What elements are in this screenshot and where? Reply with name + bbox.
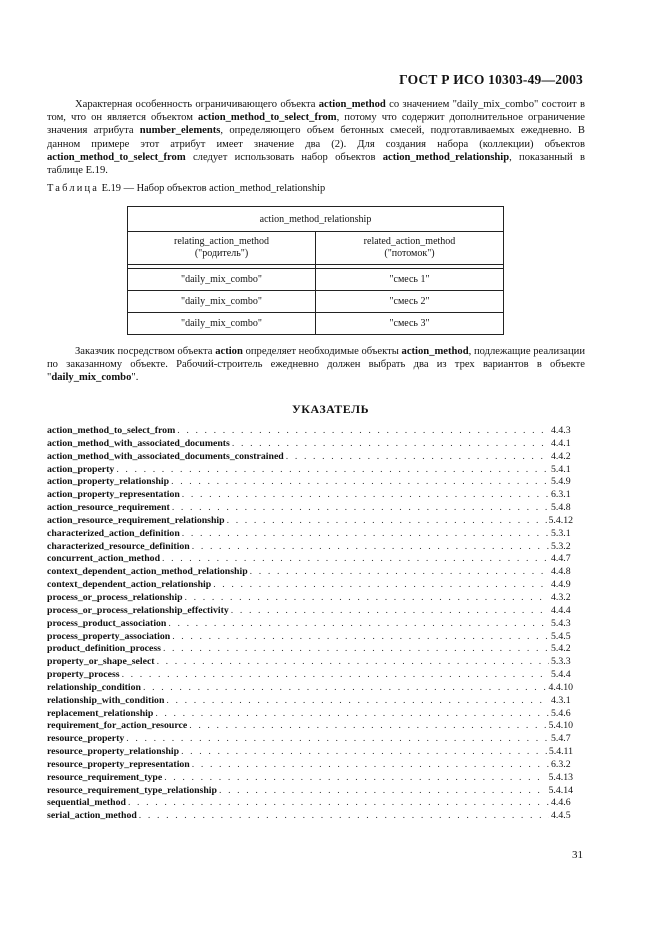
index-term: action_method_with_associated_documents — [47, 437, 230, 449]
entity-name: action_method — [318, 99, 386, 110]
relationship-table — [127, 206, 504, 335]
index-section-ref: 4.4.6 — [551, 797, 571, 809]
index-entry — [47, 605, 573, 618]
dot-leader — [162, 553, 549, 566]
col2-header-role: ("потомок") — [384, 248, 435, 259]
index-section-ref: 5.4.13 — [548, 771, 573, 783]
index-entry — [47, 785, 573, 798]
entity-name: action_method_to_select_from — [197, 112, 337, 124]
index-entry — [47, 618, 573, 631]
dot-leader — [185, 592, 549, 605]
dot-leader — [163, 643, 549, 656]
index-entry — [47, 656, 573, 669]
paragraph-1-text — [47, 98, 585, 177]
index-entry — [47, 592, 573, 605]
index-section-ref: 5.4.8 — [551, 502, 571, 514]
dot-leader — [155, 708, 549, 721]
dot-leader — [171, 476, 549, 489]
dot-leader — [166, 695, 549, 708]
index-term: property_or_shape_select — [47, 656, 155, 668]
index-term: sequential_method — [47, 797, 126, 809]
col2-header-name: related_action_method — [363, 236, 456, 247]
index-section-ref: 4.4.2 — [551, 450, 571, 462]
index-term: process_or_process_relationship_effectivity — [47, 604, 229, 616]
page-number: 31 — [572, 849, 583, 861]
index-term: process_product_association — [47, 617, 167, 629]
index-term: product_definition_process — [47, 643, 161, 655]
dot-leader — [192, 759, 549, 772]
index-section-ref: 4.3.1 — [551, 694, 571, 706]
index-entry — [47, 759, 573, 772]
index-entry — [47, 566, 573, 579]
paragraph-run: , показанный в таблице Е.19. — [47, 151, 585, 177]
index-entry — [47, 579, 573, 592]
paragraph-run: Характерная особенность ограничивающего объекта — [75, 99, 319, 110]
dot-leader — [182, 528, 549, 541]
col1-header-role: ("родитель") — [194, 248, 249, 259]
index-entry — [47, 797, 573, 810]
table-cell-relating: "daily_mix_combo" — [128, 313, 316, 335]
dot-leader — [181, 746, 547, 759]
index-entry — [47, 489, 573, 502]
index-entry — [47, 682, 573, 695]
index-section-ref: 4.3.2 — [551, 591, 571, 603]
index-entry — [47, 515, 573, 528]
index-section-ref: 6.3.1 — [551, 489, 571, 501]
dot-leader — [116, 464, 549, 477]
index-term: serial_action_method — [47, 810, 137, 822]
dot-leader — [128, 797, 549, 810]
index-entry — [47, 810, 573, 823]
index-term: resource_requirement_type — [47, 771, 163, 783]
index-section-ref: 4.4.8 — [551, 566, 571, 578]
paragraph-2 — [47, 345, 585, 385]
dot-leader — [231, 605, 549, 618]
index-term: action_method_to_select_from — [47, 425, 176, 436]
index-entry — [47, 476, 573, 489]
entity-name: daily_mix_combo — [51, 372, 132, 384]
index-term: resource_property_relationship — [47, 746, 180, 758]
index-section-ref: 5.4.9 — [551, 476, 571, 488]
table-caption-prefix: Таблица — [47, 183, 100, 194]
dot-leader — [172, 502, 549, 515]
index-section-ref: 5.4.3 — [551, 617, 571, 629]
dot-leader — [250, 566, 549, 579]
dot-leader — [143, 682, 547, 695]
index-section-ref: 5.4.1 — [551, 463, 571, 475]
dot-leader — [164, 772, 546, 785]
index-entry — [47, 720, 573, 733]
dot-leader — [122, 669, 549, 682]
dot-leader — [192, 541, 549, 554]
index-entry — [47, 643, 573, 656]
dot-leader — [189, 720, 546, 733]
index-term: characterized_resource_definition — [47, 540, 190, 552]
index-term: context_dependent_action_relationship — [47, 579, 212, 591]
dot-leader — [168, 618, 549, 631]
index-term: process_property_association — [47, 630, 171, 642]
index-section-ref: 5.4.10 — [548, 720, 573, 732]
paragraph-run: , определяющего объем бетонных смесей, подготавливаемых ежедневно. В данном примере этот атрибут имеет значение два (2). Для создания набора (коллекции) объектов — [47, 125, 585, 150]
dot-leader — [139, 810, 549, 823]
index-entry — [47, 733, 573, 746]
paragraph-1 — [47, 98, 585, 177]
table-caption-text: Е.19 — Набор объектов action_method_relationship — [99, 183, 326, 194]
paragraph-run: определяет необходимые объекты — [242, 346, 402, 357]
index-term: resource_property_representation — [47, 758, 190, 770]
index-section-ref: 5.4.2 — [551, 643, 571, 655]
index-term: requirement_for_action_resource — [47, 720, 188, 732]
index-entry — [47, 631, 573, 644]
index-section-ref: 5.4.11 — [548, 746, 573, 758]
dot-leader — [182, 489, 549, 502]
index-term: resource_requirement_type_relationship — [47, 784, 217, 796]
index-section-ref: 4.4.10 — [548, 681, 573, 693]
index-entry — [47, 541, 573, 554]
dot-leader — [286, 451, 549, 464]
paragraph-2-text — [47, 345, 585, 385]
index-entry — [47, 553, 573, 566]
index-term: action_resource_requirement — [47, 502, 170, 514]
table-cell-related: "смесь 2" — [316, 291, 504, 313]
index-section-ref: 4.4.3 — [551, 425, 571, 436]
index-entry — [47, 438, 573, 451]
index-term: replacement_relationship — [47, 707, 154, 719]
table-row — [128, 269, 504, 291]
index-section-ref: 4.4.5 — [551, 810, 571, 822]
index-term: resource_property — [47, 733, 125, 745]
paragraph-run: следует использовать набор объектов — [185, 151, 383, 163]
index-entry — [47, 695, 573, 708]
index-section-ref: 5.4.12 — [548, 514, 573, 526]
dot-leader — [232, 438, 549, 451]
table-cell-relating: "daily_mix_combo" — [128, 291, 316, 313]
paragraph-run: Заказчик посредством объекта — [75, 346, 216, 357]
index-section-ref: 5.4.14 — [548, 784, 573, 796]
index-entry — [47, 772, 573, 785]
entity-name: action — [215, 346, 243, 357]
index-term: context_dependent_action_method_relationship — [47, 566, 248, 578]
index-term: process_or_process_relationship — [47, 591, 183, 603]
table-cell-related: "смесь 3" — [316, 313, 504, 335]
index-entry — [47, 425, 573, 438]
paragraph-run: , потому что содержит дополнительное ограничение значения атрибута — [47, 112, 585, 137]
index-section-ref: 5.3.3 — [551, 656, 571, 668]
entity-name: number_elements — [139, 125, 221, 137]
index-entry — [47, 451, 573, 464]
document-header: ГОСТ Р ИСО 10303-49—2003 — [399, 72, 583, 87]
index-section-ref: 5.4.4 — [551, 669, 571, 681]
index-term: property_process — [47, 669, 120, 681]
paragraph-run: ". — [131, 372, 139, 384]
index-entry — [47, 464, 573, 477]
table-caption — [47, 183, 325, 194]
dot-leader — [172, 631, 549, 644]
col1-header-name: relating_action_method — [174, 236, 269, 247]
index-term: characterized_action_definition — [47, 527, 180, 539]
table-title-cell: action_method_relationship — [128, 207, 504, 232]
dot-leader — [219, 785, 547, 798]
index-section-ref: 4.4.7 — [551, 553, 571, 565]
table-row — [128, 291, 504, 313]
index-entry — [47, 708, 573, 721]
index-section-ref: 5.4.7 — [551, 733, 571, 745]
table-cell-related: "смесь 1" — [316, 269, 504, 291]
index-term: action_property_representation — [47, 489, 180, 501]
index-term: concurrent_action_method — [47, 553, 161, 565]
dot-leader — [177, 425, 549, 438]
index-entry — [47, 669, 573, 682]
index-entry — [47, 528, 573, 541]
index-entry — [47, 502, 573, 515]
index-section-ref: 5.4.5 — [551, 630, 571, 642]
index-section-ref: 4.4.9 — [551, 579, 571, 591]
index-term: relationship_with_condition — [47, 694, 165, 706]
index-term: action_property_relationship — [47, 476, 170, 488]
index-section-ref: 5.4.6 — [551, 707, 571, 719]
table-cell-relating: "daily_mix_combo" — [128, 269, 316, 291]
paragraph-run: , подлежащие реализации по заказанному объекте. Рабочий-строитель ежедневно должен выбрать два из трех вариантов в объекте " — [47, 346, 586, 384]
dot-leader — [227, 515, 547, 528]
entity-name: action_method — [401, 346, 469, 357]
index-section-ref: 6.3.2 — [551, 758, 571, 770]
index-term: action_resource_requirement_relationship — [47, 514, 225, 526]
table-col2-header — [316, 232, 504, 265]
index-list — [47, 425, 573, 823]
index-section-ref: 4.4.1 — [551, 437, 571, 449]
dot-leader — [213, 579, 549, 592]
index-title: УКАЗАТЕЛЬ — [291, 402, 370, 416]
index-term: relationship_condition — [47, 681, 141, 693]
dot-leader — [126, 733, 549, 746]
table-row — [128, 313, 504, 335]
dot-leader — [157, 656, 549, 669]
index-section-ref: 5.3.1 — [551, 527, 571, 539]
index-term: action_method_with_associated_documents_constrained — [47, 450, 284, 462]
paragraph-run: со значением "daily_mix_combo" состоит в том, что он является объектом — [47, 99, 585, 124]
index-section-ref: 4.4.4 — [551, 604, 571, 616]
index-term: action_property — [47, 463, 115, 475]
entity-name: action_method_relationship — [382, 151, 510, 163]
index-entry — [47, 746, 573, 759]
index-section-ref: 5.3.2 — [551, 540, 571, 552]
entity-name: action_method_to_select_from — [47, 151, 186, 163]
table-col1-header — [128, 232, 316, 265]
